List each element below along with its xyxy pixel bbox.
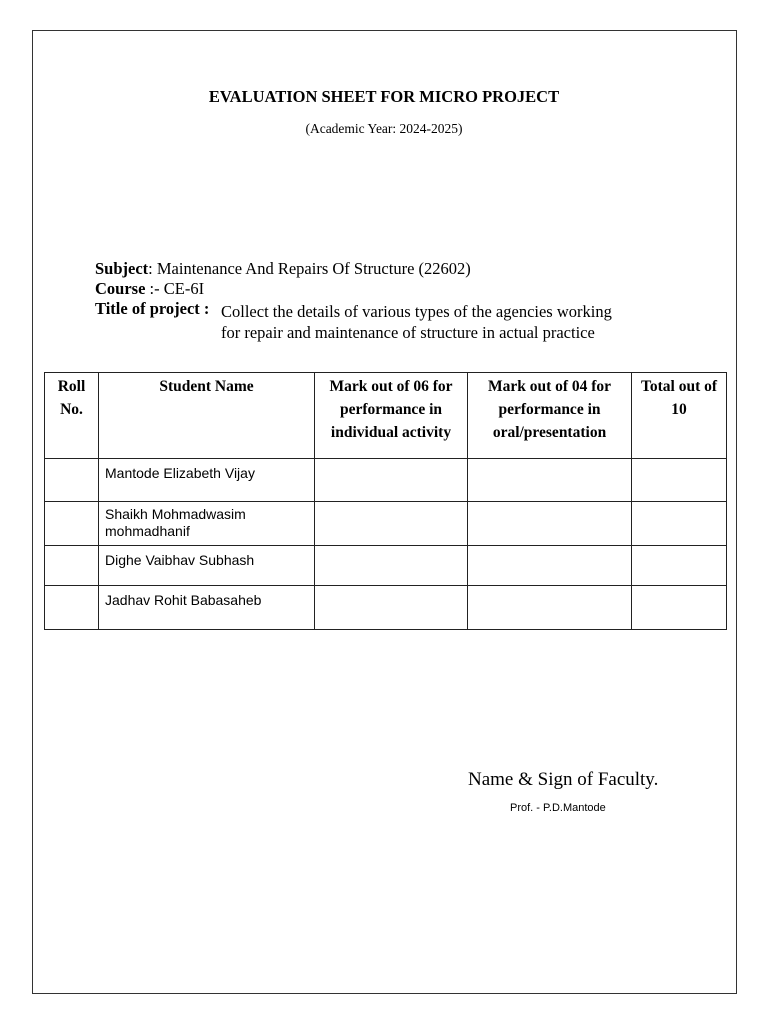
evaluation-table bbox=[44, 372, 727, 630]
header-student-name: Student Name bbox=[99, 373, 315, 459]
table-row bbox=[45, 586, 727, 630]
roll-cell[interactable] bbox=[45, 459, 99, 502]
roll-cell[interactable] bbox=[45, 586, 99, 630]
academic-year: (Academic Year: 2024-2025) bbox=[305, 121, 463, 136]
oral-marks-cell[interactable] bbox=[468, 459, 632, 502]
table-row bbox=[45, 502, 727, 546]
individual-marks-cell[interactable] bbox=[315, 459, 468, 502]
subject-value: : Maintenance And Repairs Of Structure (22602) bbox=[148, 259, 471, 278]
table-header-row bbox=[45, 373, 727, 459]
oral-marks-cell[interactable] bbox=[468, 586, 632, 630]
table-row bbox=[45, 459, 727, 502]
student-name-cell: Dighe Vaibhav Subhash bbox=[99, 546, 315, 586]
student-name-cell: Mantode Elizabeth Vijay bbox=[99, 459, 315, 502]
total-marks-cell[interactable] bbox=[632, 546, 727, 586]
header-oral-marks: Mark out of 04 for performance in oral/presentation bbox=[468, 373, 632, 459]
total-marks-cell[interactable] bbox=[632, 586, 727, 630]
individual-marks-cell[interactable] bbox=[315, 546, 468, 586]
student-name-cell: Shaikh Mohmadwasim mohmadhanif bbox=[99, 502, 315, 546]
header-individual-marks: Mark out of 06 for performance in individual activity bbox=[315, 373, 468, 459]
total-marks-cell[interactable] bbox=[632, 502, 727, 546]
student-name-cell: Jadhav Rohit Babasaheb bbox=[99, 586, 315, 630]
header-roll-no: Roll No. bbox=[45, 373, 99, 459]
project-title-line bbox=[95, 299, 209, 319]
table-row bbox=[45, 546, 727, 586]
roll-cell[interactable] bbox=[45, 502, 99, 546]
individual-marks-cell[interactable] bbox=[315, 586, 468, 630]
project-title-value bbox=[221, 301, 701, 343]
project-title-line-2: for repair and maintenance of structure in actual practice bbox=[221, 323, 595, 342]
faculty-name: Prof. - P.D.Mantode bbox=[510, 802, 606, 814]
subject-line bbox=[95, 259, 471, 279]
sheet-heading: EVALUATION SHEET FOR MICRO PROJECT bbox=[208, 87, 560, 106]
project-title-label: Title of project : bbox=[95, 299, 210, 318]
course-line bbox=[95, 279, 204, 299]
subject-label: Subject bbox=[95, 259, 149, 278]
roll-cell[interactable] bbox=[45, 546, 99, 586]
faculty-signature-title: Name & Sign of Faculty. bbox=[468, 769, 659, 790]
individual-marks-cell[interactable] bbox=[315, 502, 468, 546]
header-total-marks: Total out of 10 bbox=[632, 373, 727, 459]
oral-marks-cell[interactable] bbox=[468, 502, 632, 546]
oral-marks-cell[interactable] bbox=[468, 546, 632, 586]
project-title-line-1: Collect the details of various types of the agencies working bbox=[221, 302, 612, 321]
total-marks-cell[interactable] bbox=[632, 459, 727, 502]
course-value: :- CE-6I bbox=[149, 279, 205, 298]
course-label: Course bbox=[95, 279, 146, 298]
